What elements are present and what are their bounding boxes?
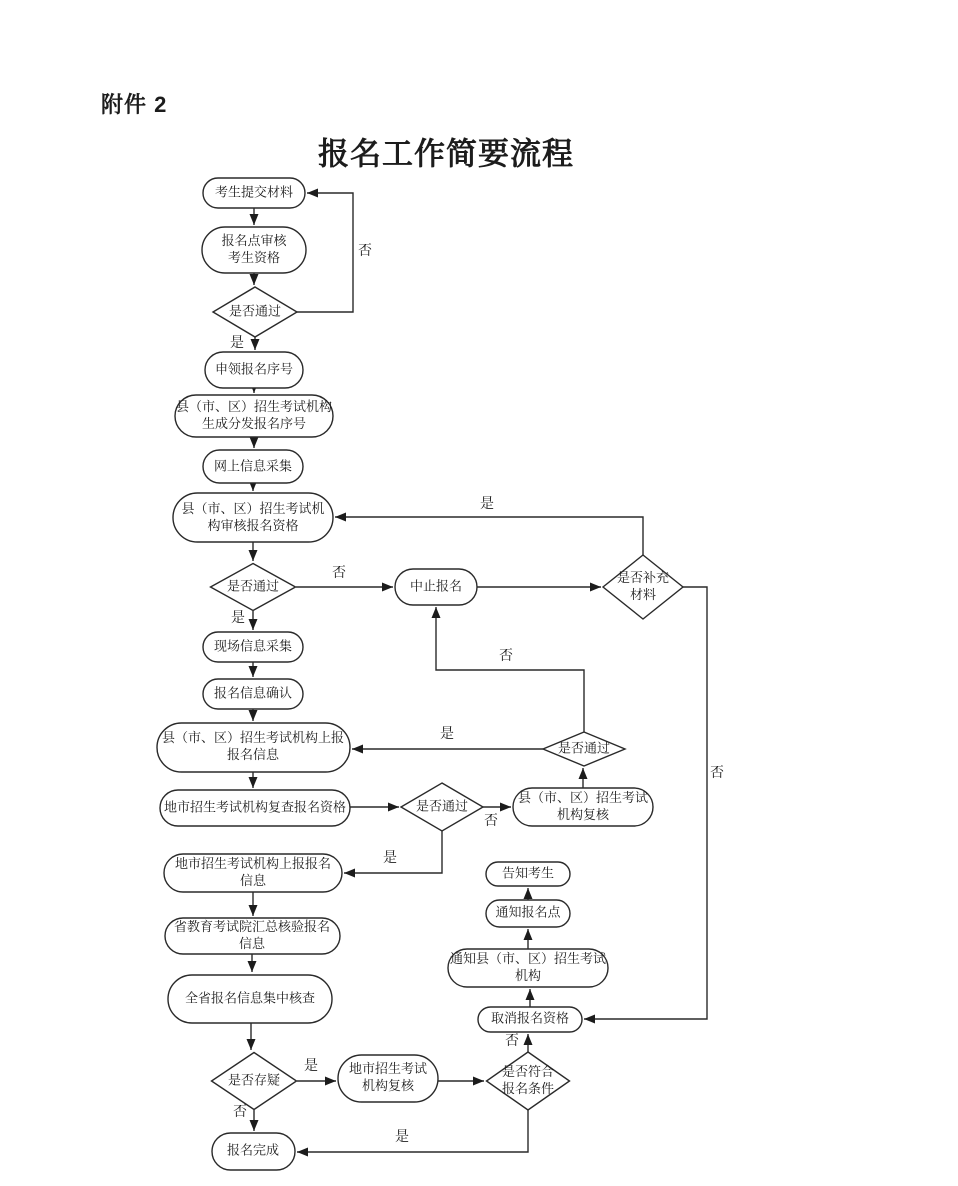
decision-doubt-check: 是否存疑 (227, 1072, 281, 1088)
node-city-recheck-final: 地市招生考试 机构复核 (348, 1061, 428, 1093)
edge-label-pass-site-no: 否 (358, 242, 372, 258)
node-province-verify-info: 省教育考试院汇总核验报名 信息 (173, 919, 331, 951)
decision-supplement-materials: 是否补充 材料 (616, 570, 670, 602)
node-apply-serial: 申领报名序号 (214, 361, 294, 377)
node-online-info-collect: 网上信息采集 (213, 458, 293, 474)
node-cancel-qualification: 取消报名资格 (490, 1010, 570, 1026)
node-onsite-info-collect: 现场信息采集 (213, 638, 293, 654)
edge-supplement-yes-to-county-review (335, 517, 643, 555)
page-title: 报名工作简要流程 (318, 136, 574, 172)
node-city-recheck-qualification: 地市招生考试机构复查报名资格 (163, 799, 347, 815)
edge-label-supplement-yes: 是 (480, 495, 494, 511)
decision-pass-city: 是否通过 (415, 798, 469, 814)
decision-meet-conditions: 是否符合 报名条件 (501, 1064, 555, 1096)
node-notify-county: 通知县（市、区）招生考试 机构 (449, 951, 607, 983)
node-registration-complete: 报名完成 (226, 1142, 280, 1158)
edge-pass-recheck-no-to-suspend (436, 607, 584, 732)
node-province-central-check: 全省报名信息集中核查 (184, 990, 316, 1006)
decision-pass-site: 是否通过 (228, 303, 282, 319)
edge-label-pass-county-no: 否 (332, 564, 346, 580)
edge-label-doubt-no: 否 (233, 1103, 247, 1119)
node-inform-candidate: 告知考生 (501, 865, 555, 881)
node-site-review: 报名点审核 考生资格 (221, 233, 287, 265)
edge-label-pass-city-yes: 是 (383, 849, 397, 865)
node-suspend-registration: 中止报名 (409, 578, 463, 594)
edge-label-pass-recheck-yes: 是 (440, 725, 454, 741)
node-county-generate-serial: 县（市、区）招生考试机构 生成分发报名序号 (175, 399, 333, 431)
node-confirm-registration-info: 报名信息确认 (213, 685, 293, 701)
edge-label-conditions-yes: 是 (395, 1128, 409, 1144)
decision-pass-recheck: 是否通过 (557, 740, 611, 756)
node-city-upload-info: 地市招生考试机构上报报名 信息 (174, 856, 332, 888)
attachment-label: 附件 2 (101, 92, 168, 117)
node-county-recheck: 县（市、区）招生考试 机构复核 (517, 790, 649, 822)
edge-label-doubt-yes: 是 (304, 1057, 318, 1073)
edge-label-pass-site-yes: 是 (230, 334, 244, 350)
decision-pass-county: 是否通过 (226, 578, 280, 594)
node-submit-materials: 考生提交材料 (214, 184, 294, 200)
edge-label-conditions-no: 否 (505, 1032, 519, 1048)
edge-label-pass-recheck-no: 否 (499, 647, 513, 663)
edge-conditions-yes-to-complete (297, 1110, 528, 1152)
edge-label-supplement-no: 否 (710, 764, 724, 780)
node-county-review-qualification: 县（市、区）招生考试机 构审核报名资格 (181, 501, 325, 533)
node-notify-site: 通知报名点 (495, 904, 561, 920)
edge-label-pass-city-no: 否 (484, 812, 498, 828)
node-county-upload-info: 县（市、区）招生考试机构上报 报名信息 (161, 730, 345, 762)
edge-label-pass-county-yes: 是 (231, 609, 245, 625)
